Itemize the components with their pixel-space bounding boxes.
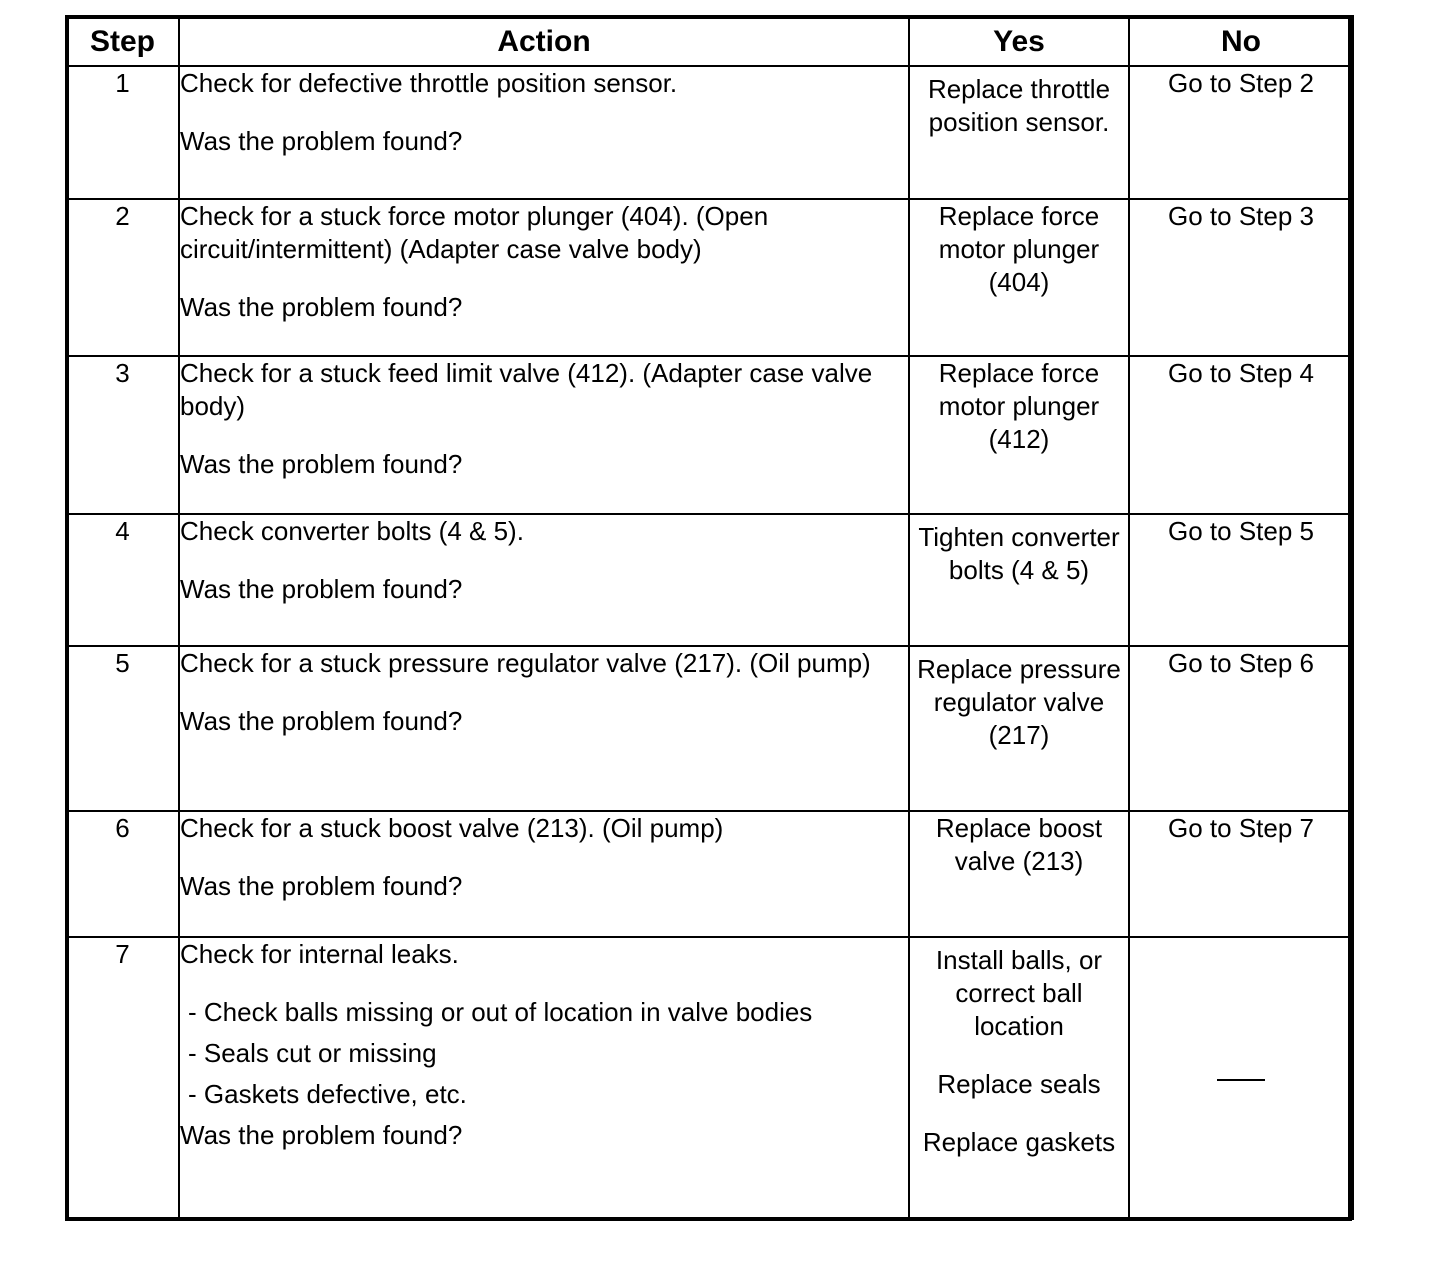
action-question: Was the problem found?: [180, 449, 463, 479]
yes-cell: Replace boost valve (213): [909, 811, 1129, 937]
header-step: Step: [66, 16, 179, 66]
action-cell: [179, 646, 909, 811]
action-question: Was the problem found?: [180, 574, 463, 604]
table-row: [66, 199, 1353, 356]
table-row: [66, 646, 1353, 811]
no-dash: [1217, 1079, 1265, 1081]
no-cell: Go to Step 6: [1129, 646, 1353, 811]
no-cell: [1129, 937, 1353, 1219]
step-number: 4: [66, 514, 179, 646]
yes-item: Install balls, or correct ball location: [935, 945, 1103, 1041]
step-number: 5: [66, 646, 179, 811]
header-yes: Yes: [909, 16, 1129, 66]
no-cell: Go to Step 3: [1129, 199, 1353, 356]
action-text: Check for internal leaks.: [180, 939, 459, 969]
yes-cell: Replace throttle position sensor.: [909, 66, 1129, 199]
no-cell: Go to Step 4: [1129, 356, 1353, 514]
step-number: 1: [66, 66, 179, 199]
action-bullet: - Seals cut or missing: [188, 1038, 437, 1068]
action-bullet-list: [180, 996, 908, 1111]
yes-cell: [909, 937, 1129, 1219]
action-text: Check for a stuck force motor plunger (404). (Open circuit/intermittent) (Adapter case valve body): [180, 201, 769, 264]
yes-item: Replace gaskets: [922, 1127, 1116, 1157]
step-number: 7: [66, 937, 179, 1219]
action-cell: [179, 356, 909, 514]
action-question: Was the problem found?: [180, 706, 463, 736]
action-text: Check for a stuck boost valve (213). (Oil pump): [180, 813, 724, 843]
table-row: [66, 356, 1353, 514]
yes-item: Replace seals: [937, 1069, 1101, 1099]
action-cell: [179, 514, 909, 646]
header-no: No: [1129, 16, 1353, 66]
table-header-row: [66, 16, 1353, 66]
action-question: Was the problem found?: [180, 871, 463, 901]
yes-cell: Replace force motor plunger (412): [909, 356, 1129, 514]
action-bullet: - Check balls missing or out of location in valve bodies: [188, 997, 813, 1027]
yes-cell: Replace force motor plunger (404): [909, 199, 1129, 356]
action-question: Was the problem found?: [180, 292, 463, 322]
diagnostic-table: [65, 15, 1354, 1220]
action-cell: [179, 199, 909, 356]
table-row: [66, 811, 1353, 937]
action-text: Check converter bolts (4 & 5).: [180, 516, 524, 546]
no-cell: Go to Step 2: [1129, 66, 1353, 199]
step-number: 3: [66, 356, 179, 514]
table-row: [66, 66, 1353, 199]
no-cell: Go to Step 5: [1129, 514, 1353, 646]
action-question: Was the problem found?: [180, 1120, 463, 1150]
action-cell: [179, 937, 909, 1219]
action-cell: [179, 66, 909, 199]
action-bullet: - Gaskets defective, etc.: [188, 1079, 467, 1109]
no-cell: Go to Step 7: [1129, 811, 1353, 937]
yes-cell: Tighten converter bolts (4 & 5): [909, 514, 1129, 646]
action-text: Check for a stuck feed limit valve (412). (Adapter case valve body): [180, 358, 873, 421]
action-text: Check for defective throttle position sensor.: [180, 68, 678, 98]
action-text: Check for a stuck pressure regulator valve (217). (Oil pump): [180, 648, 871, 678]
step-number: 2: [66, 199, 179, 356]
header-action: Action: [179, 16, 909, 66]
yes-cell: Replace pressure regulator valve (217): [909, 646, 1129, 811]
action-question: Was the problem found?: [180, 126, 463, 156]
step-number: 6: [66, 811, 179, 937]
action-cell: [179, 811, 909, 937]
table-row: [66, 937, 1353, 1219]
table-row: [66, 514, 1353, 646]
